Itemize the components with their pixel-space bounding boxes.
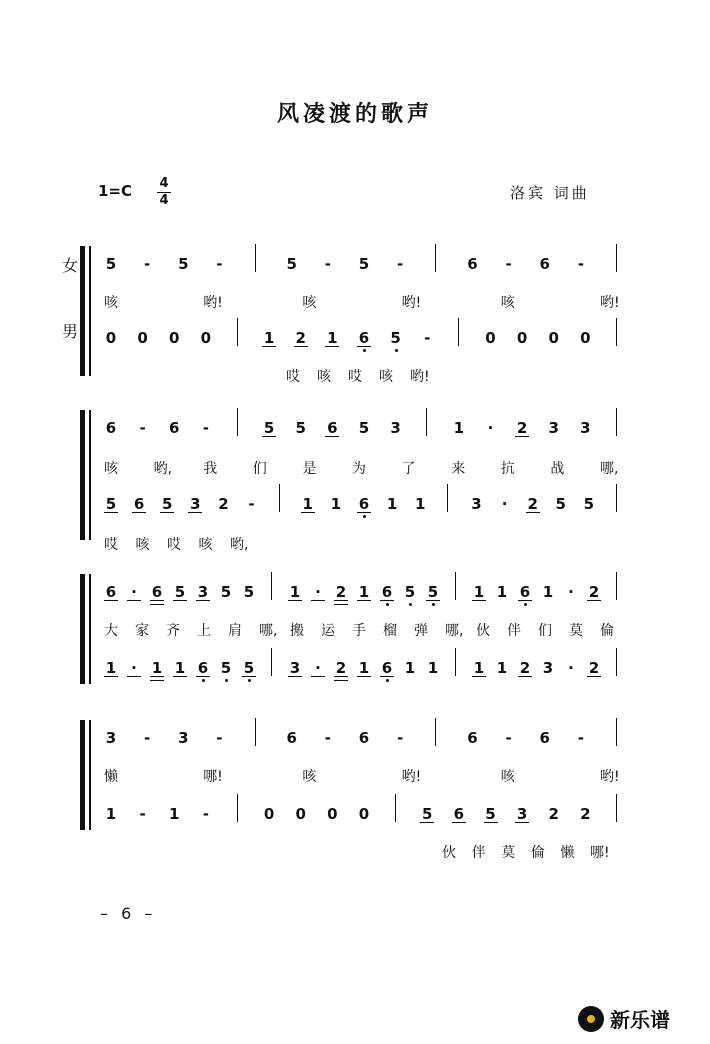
- note: -: [397, 255, 404, 273]
- lyric-syllable: 哟!: [203, 295, 223, 311]
- note: 1: [473, 659, 485, 677]
- note: 5: [422, 805, 433, 823]
- note: 3: [178, 729, 189, 747]
- note: 0: [358, 805, 370, 823]
- note: 0: [263, 805, 275, 823]
- note: 6: [467, 255, 478, 273]
- bar-line: [271, 648, 272, 676]
- lyric-syllable: 哪!: [203, 769, 223, 785]
- note: 6: [105, 583, 117, 601]
- lyric-syllable: 倫: [600, 623, 614, 639]
- lyric-syllable: 手: [352, 623, 366, 639]
- lyric-syllable: 哪,: [259, 623, 278, 639]
- note: 0: [295, 805, 306, 823]
- note: 6: [197, 659, 209, 677]
- lyric-syllable: 伴: [471, 845, 486, 861]
- meter-bottom: 4: [159, 193, 169, 208]
- note: 3: [542, 659, 554, 677]
- note: 0: [580, 329, 591, 347]
- note: -: [139, 805, 146, 823]
- note: 1: [263, 329, 275, 347]
- record-icon: [578, 1006, 604, 1032]
- lyric-syllable: 弹: [414, 623, 428, 639]
- note: 6: [381, 583, 393, 601]
- lyric-syllable: 伴: [507, 623, 521, 639]
- lyric-syllable: 哎: [104, 537, 118, 553]
- page-number: – 6 –: [100, 904, 157, 923]
- voice-label-female: 女: [62, 256, 79, 275]
- note: 5: [178, 255, 189, 273]
- system-bracket: [80, 720, 85, 830]
- note: 3: [516, 805, 528, 823]
- note: 2: [527, 495, 538, 513]
- note: 5: [390, 329, 401, 347]
- note: 1: [358, 583, 370, 601]
- lyric-syllable: 家: [135, 623, 149, 639]
- note: -: [144, 255, 151, 273]
- note: 1: [496, 659, 508, 677]
- bar-line: [237, 318, 238, 346]
- note: 3: [190, 495, 201, 513]
- note: ·: [568, 659, 574, 677]
- note: 5: [105, 255, 117, 273]
- note: 5: [295, 419, 306, 437]
- lyric-syllable: 咳: [500, 295, 515, 311]
- note: 6: [358, 329, 370, 347]
- note: -: [577, 255, 584, 273]
- note: 1: [358, 659, 370, 677]
- note: 1: [427, 659, 439, 677]
- note: 2: [218, 495, 229, 513]
- note: 6: [453, 805, 465, 823]
- lyric-syllable: 哟!: [401, 769, 422, 785]
- note: 2: [335, 583, 347, 601]
- note: 6: [539, 255, 550, 273]
- note: 6: [105, 419, 117, 437]
- song-title: 风凌渡的歌声: [276, 101, 433, 127]
- lyric-syllable: 咳: [379, 369, 393, 385]
- note: 5: [358, 419, 370, 437]
- note: 5: [404, 583, 416, 601]
- system-bracket-line: [89, 410, 91, 540]
- lyric-syllable: 咳: [317, 369, 331, 385]
- note: 1: [542, 583, 554, 601]
- lyric-syllable: 搬: [290, 623, 304, 639]
- lyric-syllable: 咳: [302, 769, 317, 785]
- bar-line: [237, 794, 238, 822]
- lyric-syllable: 伙: [442, 845, 456, 861]
- system-bracket: [80, 574, 85, 684]
- lyric-syllable: 哟!: [410, 369, 430, 385]
- note: 1: [327, 329, 338, 347]
- note: 2: [588, 659, 600, 677]
- note: ·: [127, 584, 141, 601]
- note: -: [505, 729, 512, 747]
- note: 0: [516, 329, 528, 347]
- note: 0: [169, 329, 180, 347]
- watermark-logo: [578, 1004, 670, 1033]
- note: 3: [105, 729, 117, 747]
- lyric-syllable: 哎: [167, 537, 181, 553]
- lyric-syllable: 哟!: [600, 295, 620, 311]
- note: -: [577, 729, 584, 747]
- bar-line: [616, 572, 617, 600]
- lyric-syllable: 咳: [104, 295, 118, 311]
- lyric-syllable: 哪!: [590, 845, 610, 861]
- note: -: [424, 329, 431, 347]
- lyric-syllable: 是: [302, 461, 317, 477]
- note: 2: [335, 659, 347, 677]
- note: 1: [174, 659, 186, 677]
- lyric-syllable: 咳: [302, 295, 317, 311]
- note: 1: [453, 419, 465, 437]
- lyric-syllable: 哟!: [600, 769, 620, 785]
- lyric-syllable: 咳: [198, 537, 213, 553]
- lyric-syllable: 莫: [501, 845, 516, 861]
- note: 5: [105, 495, 117, 513]
- note: 6: [286, 729, 297, 747]
- lyric-syllable: 咳: [500, 769, 515, 785]
- note: 5: [243, 659, 255, 677]
- note: 1: [289, 583, 301, 601]
- note: 5: [263, 419, 275, 437]
- note: 5: [583, 495, 595, 513]
- composer-credit: 洛宾 词曲: [510, 184, 590, 202]
- note: 6: [358, 495, 370, 513]
- bar-line: [458, 318, 459, 346]
- note: -: [139, 419, 146, 437]
- note: 6: [327, 419, 338, 437]
- note: 0: [200, 329, 212, 347]
- bar-line: [616, 244, 617, 272]
- note: 2: [295, 329, 306, 347]
- note: 3: [580, 419, 591, 437]
- bar-line: [237, 408, 238, 436]
- bar-line: [616, 794, 617, 822]
- note: 2: [580, 805, 591, 823]
- note: 2: [516, 419, 528, 437]
- note: 3: [197, 583, 209, 601]
- lyric-syllable: 哟,: [153, 461, 173, 477]
- note: -: [144, 729, 151, 747]
- note: 6: [539, 729, 550, 747]
- voice-label-male: 男: [62, 322, 79, 341]
- note: 1: [302, 495, 313, 513]
- note: 6: [381, 659, 393, 677]
- lyric-syllable: 为: [352, 461, 366, 477]
- note: -: [216, 729, 223, 747]
- bar-line: [455, 648, 456, 676]
- bar-line: [616, 318, 617, 346]
- note: 5: [555, 495, 566, 513]
- bar-line: [616, 408, 617, 436]
- note: 3: [390, 419, 401, 437]
- lyric-syllable: 上: [197, 623, 211, 639]
- note: 5: [358, 255, 370, 273]
- bar-line: [395, 794, 396, 822]
- note: 0: [105, 329, 117, 347]
- bar-line: [279, 484, 280, 512]
- note: 1: [105, 659, 117, 677]
- lyric-syllable: 哎: [348, 369, 362, 385]
- bar-line: [616, 718, 617, 746]
- note: 1: [151, 659, 163, 677]
- note: -: [248, 495, 255, 513]
- lyric-syllable: 咳: [104, 461, 118, 477]
- bar-line: [255, 244, 256, 272]
- system-bracket-line: [89, 574, 91, 684]
- note: 5: [220, 659, 232, 677]
- logo-text: 新乐谱: [610, 1008, 670, 1032]
- lyric-syllable: 哎: [286, 369, 300, 385]
- lyric-syllable: 咳: [135, 537, 150, 553]
- note: 5: [427, 583, 439, 601]
- bar-line: [616, 484, 617, 512]
- note: 2: [588, 583, 600, 601]
- lyric-syllable: 哪,: [600, 461, 619, 477]
- bar-line: [426, 408, 427, 436]
- note: 5: [174, 583, 186, 601]
- note: -: [216, 255, 223, 273]
- note: 5: [243, 583, 255, 601]
- lyric-syllable: 齐: [166, 623, 180, 639]
- note: ·: [501, 495, 508, 513]
- note: -: [324, 729, 331, 747]
- lyric-syllable: 们: [538, 623, 552, 639]
- note: 5: [485, 805, 496, 823]
- system-bracket: [80, 246, 85, 376]
- note: 0: [137, 329, 148, 347]
- note: 6: [467, 729, 478, 747]
- bar-line: [455, 572, 456, 600]
- note: 3: [289, 659, 301, 677]
- lyric-syllable: 莫: [569, 623, 583, 639]
- note: -: [202, 419, 209, 437]
- lyric-syllable: 大: [104, 623, 118, 639]
- time-signature: [157, 177, 171, 208]
- note: ·: [311, 660, 325, 677]
- note: 3: [471, 495, 482, 513]
- note: -: [505, 255, 512, 273]
- note: ·: [127, 660, 141, 677]
- key-signature: 1=C: [98, 182, 133, 200]
- note: ·: [311, 584, 325, 601]
- lyric-syllable: 懒: [104, 769, 118, 785]
- lyric-syllable: 懒: [560, 845, 575, 861]
- note: 6: [133, 495, 145, 513]
- note: 6: [358, 729, 370, 747]
- lyric-syllable: 抗: [500, 461, 515, 477]
- bar-line: [447, 484, 448, 512]
- lyric-syllable: 了: [401, 461, 416, 477]
- lyric-syllable: 运: [321, 623, 335, 639]
- bar-line: [255, 718, 256, 746]
- note: -: [324, 255, 331, 273]
- note: 6: [519, 583, 531, 601]
- note: 1: [415, 495, 426, 513]
- note: 1: [386, 495, 398, 513]
- lyric-syllable: 肩: [228, 623, 242, 639]
- note: 2: [548, 805, 559, 823]
- meter-top: 4: [159, 176, 169, 191]
- note: 1: [330, 495, 342, 513]
- note: 3: [548, 419, 559, 437]
- note: 0: [327, 805, 338, 823]
- note: 6: [169, 419, 180, 437]
- system-bracket-line: [89, 246, 91, 376]
- lyric-syllable: 伙: [476, 623, 490, 639]
- note: ·: [487, 419, 494, 437]
- lyric-syllable: 我: [203, 461, 218, 477]
- lyric-syllable: 哟,: [230, 537, 249, 553]
- lyric-syllable: 倫: [530, 845, 545, 861]
- note: 2: [519, 659, 531, 677]
- note: -: [397, 729, 404, 747]
- note: 1: [169, 805, 180, 823]
- note: 5: [286, 255, 297, 273]
- note: 1: [404, 659, 416, 677]
- system-bracket: [80, 410, 85, 540]
- lyric-syllable: 哪,: [445, 623, 464, 639]
- note: ·: [568, 583, 574, 601]
- note: 0: [485, 329, 496, 347]
- note: 1: [105, 805, 117, 823]
- bar-line: [271, 572, 272, 600]
- note: 6: [151, 583, 163, 601]
- bar-line: [435, 718, 436, 746]
- system-bracket-line: [89, 720, 91, 830]
- note: 5: [220, 583, 232, 601]
- bar-line: [435, 244, 436, 272]
- lyric-syllable: 来: [451, 461, 466, 477]
- note: 1: [473, 583, 485, 601]
- lyric-syllable: 哟!: [401, 295, 422, 311]
- lyric-syllable: 们: [252, 461, 267, 477]
- note: 1: [496, 583, 508, 601]
- note: 5: [162, 495, 173, 513]
- lyric-syllable: 榴: [383, 623, 397, 639]
- note: -: [202, 805, 209, 823]
- lyric-syllable: 战: [550, 461, 565, 477]
- bar-line: [616, 648, 617, 676]
- note: 0: [548, 329, 559, 347]
